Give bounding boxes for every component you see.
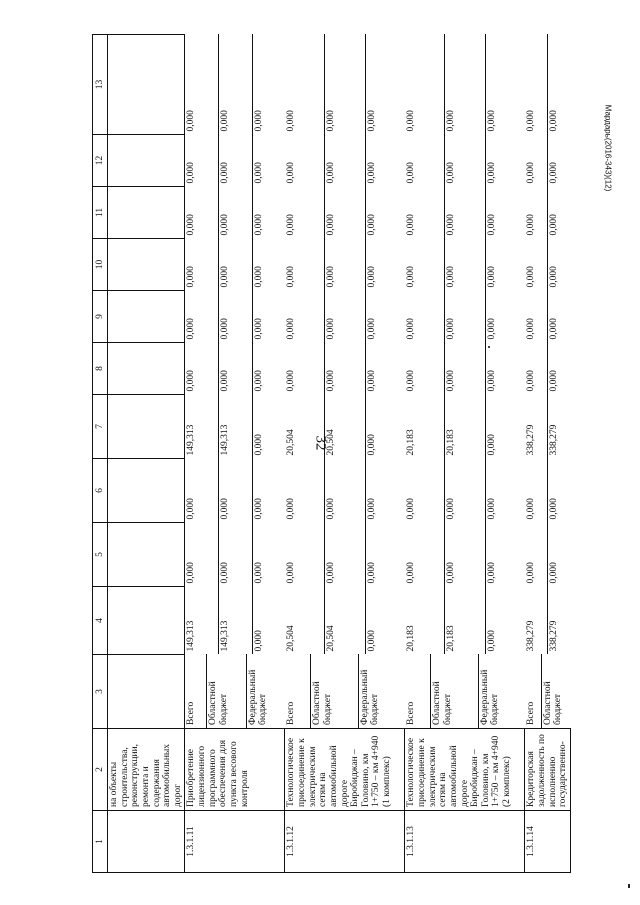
value: 20,504 — [285, 587, 324, 655]
column-header-10: 10 — [93, 239, 108, 291]
value-cell — [185, 587, 285, 655]
value-cell — [285, 239, 405, 291]
value-cell — [525, 343, 571, 395]
value: 0,000 — [285, 343, 324, 395]
column-header-12: 12 — [93, 135, 108, 187]
value: 149,313 — [218, 587, 252, 655]
value: 149,313 — [185, 395, 218, 459]
column-header-8: 8 — [93, 343, 108, 395]
value: 0,000 — [444, 187, 485, 239]
funding-source-cell — [525, 655, 571, 729]
funding-source: Всего — [185, 655, 206, 729]
row-name: Технологическое присоединение к электрическим сетям на автомобильной дороге Биробиджан – Головино, км 1+750 – км 4+940 (1 комплекс) — [285, 729, 405, 811]
value: 0,000 — [486, 318, 497, 340]
value: 0,000 — [525, 523, 548, 587]
scan-mark — [628, 884, 630, 888]
value: 0,000 — [405, 187, 444, 239]
table-row — [525, 35, 571, 873]
value: 0,000 — [324, 135, 365, 187]
funding-source: Всего — [405, 655, 431, 729]
value: 20,183 — [405, 395, 444, 459]
row-id — [108, 811, 185, 873]
value: 0,000 — [549, 318, 560, 340]
value: 0,000 — [285, 35, 324, 135]
value-cell — [525, 135, 571, 187]
value-cell — [285, 343, 405, 395]
funding-source: Федеральный бюджет — [359, 669, 381, 725]
value: 0,000 — [185, 523, 218, 587]
funding-source-cell — [285, 655, 405, 729]
table-row — [405, 35, 525, 873]
empty-cell — [108, 187, 185, 239]
value: 0,000 — [549, 214, 560, 236]
funding-source: Всего — [285, 655, 311, 729]
value: 0,000 — [185, 291, 218, 343]
value-cell — [525, 291, 571, 343]
value: 0,000 — [486, 498, 497, 520]
value-cell — [285, 395, 405, 459]
value-cell — [185, 459, 285, 523]
empty-cell — [108, 291, 185, 343]
funding-source-cell — [185, 655, 285, 729]
value-cell — [285, 587, 405, 655]
value-cell — [525, 239, 571, 291]
value: 0,000 — [486, 214, 497, 236]
value: 20,183 — [444, 395, 485, 459]
value: 0,000 — [253, 562, 264, 584]
value: 149,313 — [185, 587, 218, 655]
value: 0,000 — [405, 523, 444, 587]
value: 0,000 — [525, 459, 548, 523]
value: 0,000 — [185, 239, 218, 291]
row-id: 1.3.1.12 — [285, 811, 405, 873]
value: 338,279 — [549, 424, 560, 456]
value-cell — [405, 523, 525, 587]
header-row — [93, 35, 108, 873]
value-cell — [405, 291, 525, 343]
value: 0,000 — [253, 630, 264, 652]
value-cell — [185, 395, 285, 459]
value-cell — [405, 35, 525, 135]
value: 0,000 — [525, 135, 548, 187]
value: 0,000 — [549, 110, 560, 132]
value: 338,279 — [525, 587, 548, 655]
value: 20,183 — [405, 587, 444, 655]
funding-source: Всего — [525, 655, 541, 729]
value: 0,000 — [366, 434, 377, 456]
value-cell — [185, 523, 285, 587]
value: 0,000 — [366, 110, 377, 132]
value: 0,000 — [285, 459, 324, 523]
value: 20,183 — [444, 587, 485, 655]
table-row — [108, 35, 185, 873]
value-cell — [285, 35, 405, 135]
value: 0,000 — [253, 498, 264, 520]
value: 0,000 — [253, 434, 264, 456]
value: 0,000 — [486, 434, 497, 456]
table-body — [108, 35, 571, 873]
value: 0,000 — [444, 291, 485, 343]
value-cell — [185, 343, 285, 395]
value-cell — [285, 459, 405, 523]
value: 0,000 — [285, 291, 324, 343]
column-header-3: 3 — [93, 655, 108, 729]
value: 0,000 — [324, 343, 365, 395]
value: 0,000 — [549, 266, 560, 288]
value: 0,000 — [218, 523, 252, 587]
column-header-6: 6 — [93, 459, 108, 523]
value: 0,000 — [218, 35, 252, 135]
value: 0,000 — [285, 187, 324, 239]
table-viewport — [92, 35, 569, 873]
empty-cell — [108, 655, 185, 729]
value: 0,000 — [366, 214, 377, 236]
funding-source: Областной бюджет — [311, 655, 359, 729]
column-header-1: 1 — [93, 811, 108, 873]
value-cell — [285, 187, 405, 239]
value: 0,000 — [366, 562, 377, 584]
value-cell — [185, 291, 285, 343]
column-header-4: 4 — [93, 587, 108, 655]
value: 0,000 — [405, 35, 444, 135]
value: 0,000 — [218, 291, 252, 343]
value: 0,000 — [324, 523, 365, 587]
value-cell — [405, 187, 525, 239]
value: 0,000 — [253, 266, 264, 288]
value: 0,000 — [405, 343, 444, 395]
value: 0,000 — [486, 370, 497, 392]
value: 0,000 — [405, 239, 444, 291]
value-cell — [285, 291, 405, 343]
value: 0,000 — [405, 291, 444, 343]
value: 0,000 — [525, 35, 548, 135]
value-cell — [405, 239, 525, 291]
value: 0,000 — [444, 239, 485, 291]
empty-cell — [108, 35, 185, 135]
value: 20,504 — [285, 395, 324, 459]
row-name: Кредиторская задолженность по исполнению государственно- — [525, 729, 571, 811]
funding-source: Областной бюджет — [542, 681, 564, 725]
column-header-5: 5 — [93, 523, 108, 587]
row-name: на объекты строительства, реконструкции, ремонта и содержания автомобильных дорог — [108, 729, 185, 811]
footer-doc-code: Мардарь(2016-343)(12) — [603, 104, 613, 192]
value: 0,000 — [549, 370, 560, 392]
value-cell — [405, 135, 525, 187]
rotated-table-container — [92, 35, 569, 873]
value: 0,000 — [218, 239, 252, 291]
value: 0,000 — [444, 459, 485, 523]
value: 0,000 — [486, 562, 497, 584]
budget-table — [92, 34, 571, 873]
value: 0,000 — [486, 162, 497, 184]
column-header-2: 2 — [93, 729, 108, 811]
value: 0,000 — [525, 343, 548, 395]
value-cell — [405, 587, 525, 655]
funding-source: Федеральный бюджет — [479, 669, 501, 725]
value: 0,000 — [486, 110, 497, 132]
value: 0,000 — [253, 370, 264, 392]
value: 0,000 — [486, 630, 497, 652]
value: 0,000 — [285, 239, 324, 291]
funding-source: Областной бюджет — [431, 655, 479, 729]
column-header-11: 11 — [93, 187, 108, 239]
value: 0,000 — [366, 318, 377, 340]
empty-cell — [108, 459, 185, 523]
value: 338,279 — [549, 620, 560, 652]
empty-cell — [108, 395, 185, 459]
value-cell — [185, 239, 285, 291]
value-cell — [525, 523, 571, 587]
value: 0,000 — [185, 459, 218, 523]
value: 0,000 — [324, 291, 365, 343]
value: 0,000 — [549, 498, 560, 520]
value: 0,000 — [525, 239, 548, 291]
table-row — [285, 35, 405, 873]
value: 0,000 — [444, 135, 485, 187]
value: 0,000 — [525, 291, 548, 343]
value-cell — [285, 523, 405, 587]
funding-source: Областной бюджет — [207, 655, 246, 729]
value-cell — [525, 459, 571, 523]
row-id: 1.3.1.14 — [525, 811, 571, 873]
value: 0,000 — [253, 110, 264, 132]
value-cell — [405, 343, 525, 395]
value-cell — [185, 35, 285, 135]
value: 0,000 — [366, 266, 377, 288]
column-header-7: 7 — [93, 395, 108, 459]
value: 0,000 — [285, 135, 324, 187]
value: 0,000 — [525, 187, 548, 239]
value: 338,279 — [525, 395, 548, 459]
empty-cell — [108, 239, 185, 291]
empty-cell — [108, 523, 185, 587]
value: 0,000 — [253, 214, 264, 236]
value: 0,000 — [444, 35, 485, 135]
value: 0,000 — [324, 239, 365, 291]
value-cell — [525, 395, 571, 459]
value: 0,000 — [324, 459, 365, 523]
value: 0,000 — [285, 523, 324, 587]
value: 0,000 — [366, 498, 377, 520]
row-id: 1.3.1.11 — [185, 811, 285, 873]
value: 0,000 — [549, 162, 560, 184]
value: 0,000 — [444, 523, 485, 587]
value-cell — [285, 135, 405, 187]
value: 0,000 — [218, 343, 252, 395]
value: 0,000 — [185, 343, 218, 395]
value: 0,000 — [549, 562, 560, 584]
value: 0,000 — [324, 187, 365, 239]
table-row — [185, 35, 285, 873]
funding-source-cell — [405, 655, 525, 729]
empty-cell — [108, 343, 185, 395]
value-cell — [525, 35, 571, 135]
value: 149,313 — [218, 395, 252, 459]
value: 20,504 — [324, 395, 365, 459]
value: 0,000 — [218, 187, 252, 239]
row-id: 1.3.1.13 — [405, 811, 525, 873]
value: 0,000 — [218, 459, 252, 523]
value-cell — [185, 135, 285, 187]
value: 0,000 — [185, 135, 218, 187]
column-header-9: 9 — [93, 291, 108, 343]
value: 0,000 — [366, 370, 377, 392]
value-cell — [525, 187, 571, 239]
value-cell — [185, 187, 285, 239]
value: 0,000 — [444, 343, 485, 395]
value-cell — [405, 395, 525, 459]
value: 0,000 — [185, 35, 218, 135]
value: 0,000 — [253, 162, 264, 184]
value: 0,000 — [366, 162, 377, 184]
value: 0,000 — [218, 135, 252, 187]
value-cell — [405, 459, 525, 523]
row-name: Приобретение лицензионного программного обеспечения для пункта весового контроля — [185, 729, 285, 811]
value: 0,000 — [324, 35, 365, 135]
value: 20,504 — [324, 587, 365, 655]
value: 0,000 — [405, 135, 444, 187]
column-header-13: 13 — [93, 35, 108, 135]
empty-cell — [108, 135, 185, 187]
value: 0,000 — [253, 318, 264, 340]
value: 0,000 — [366, 630, 377, 652]
value: 0,000 — [405, 459, 444, 523]
empty-cell — [108, 587, 185, 655]
page-number: 32 — [312, 435, 329, 451]
funding-source: Федеральный бюджет — [247, 669, 269, 725]
value: 0,000 — [486, 266, 497, 288]
row-name: Технологическое присоединение к электрическим сетям на автомобильной дороге Биробиджан – Головино, км 1+750 – км 4+940 (2 комплекс) — [405, 729, 525, 811]
value: 0,000 — [185, 187, 218, 239]
value-cell — [525, 587, 571, 655]
